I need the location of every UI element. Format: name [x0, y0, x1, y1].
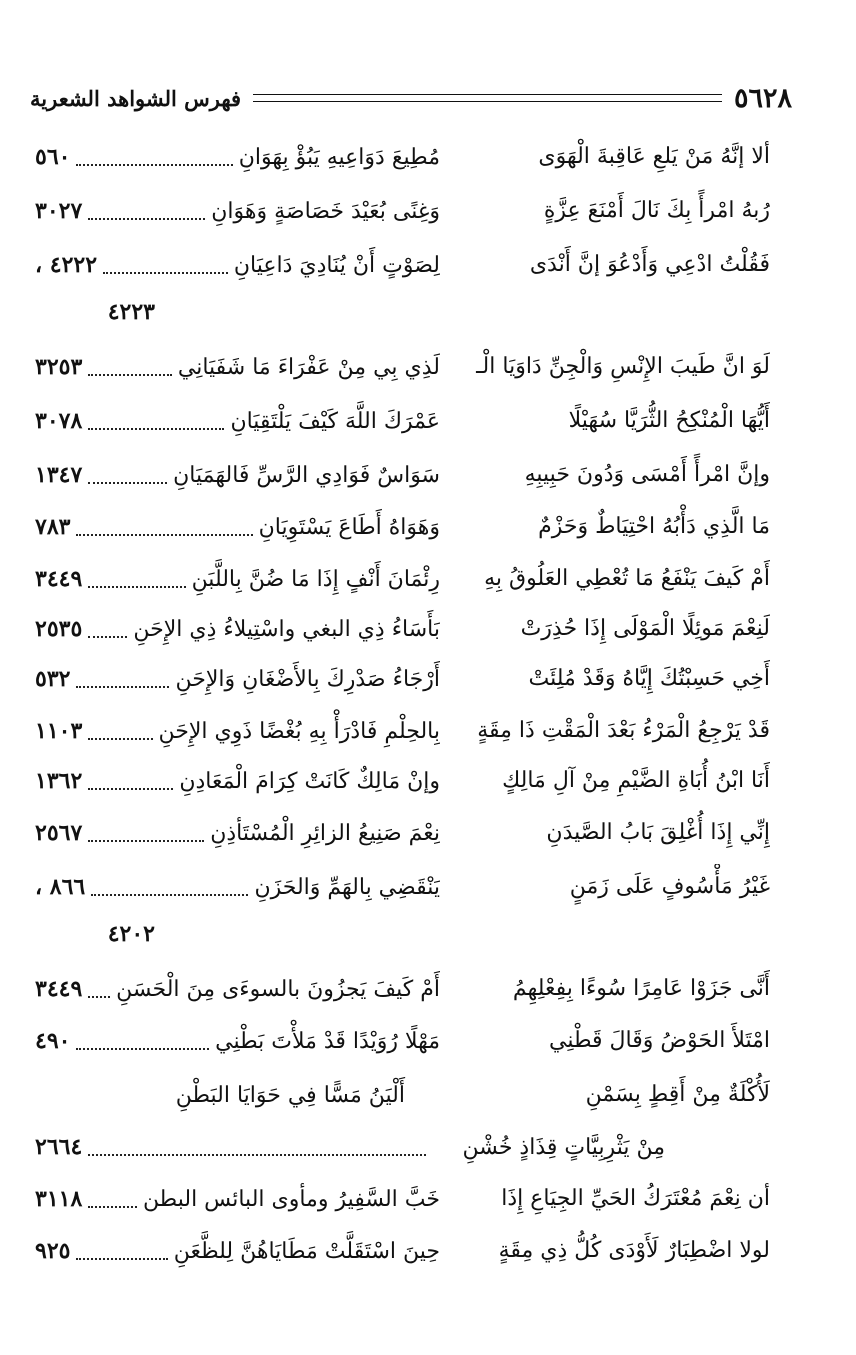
- second-hemistich: مَهْلًا رُوَيْدًا قَدْ مَلأْتَ بَطْنِي: [215, 1028, 440, 1054]
- verse-entry: [0, 708, 856, 754]
- leader-dots: [88, 428, 224, 430]
- second-hemistich: وَهَوَاهُ أَطَاعَ يَسْتَوِيَانِ: [258, 514, 440, 540]
- verse-entry: [0, 556, 856, 602]
- verse-entry: [0, 1176, 856, 1222]
- leader-dots: [76, 686, 169, 688]
- leader-dots: [88, 996, 110, 998]
- second-hemistich-line: [35, 606, 440, 652]
- first-hemistich: مِنْ يَثْرِبِيَّاتٍ قِذَاذٍ خُشْنِ: [462, 1134, 665, 1160]
- second-hemistich-line: [35, 1228, 440, 1274]
- second-hemistich: خَبَّ السَّفِيرُ ومأوى البائس البطن: [142, 1186, 440, 1212]
- second-hemistich-line: [35, 452, 440, 498]
- verse-entry: [0, 504, 856, 550]
- second-hemistich-line: [35, 188, 440, 234]
- verse-entry: [0, 344, 856, 390]
- second-hemistich: مُطِيعَ دَوَاعِيهِ يَبُؤْ بِهَوَانِ: [238, 144, 440, 170]
- verse-entry: [0, 188, 856, 234]
- leader-dots: [88, 636, 127, 638]
- second-hemistich: سَوَاسٌ فَوَادِي الرَّسِّ فَالهَمَيَانِ: [173, 462, 440, 488]
- first-hemistich: لَنِعْمَ مَوئِلًا الْمَوْلَى إِذَا حُذِرَتْ: [520, 616, 770, 641]
- leader-dots: [76, 164, 232, 166]
- first-hemistich: أَخِي حَسِبْتُكَ إِيَّاهُ وَقَدْ مُلِئَتْ: [528, 666, 770, 691]
- second-hemistich-line: [35, 1072, 440, 1118]
- first-hemistich: لولا اضْطِبَارٌ لَأَوْدَى كُلُّ ذِي مِقَةٍ: [498, 1238, 770, 1263]
- second-hemistich: وإنْ مَالِكٌ كَانَتْ كِرَامَ الْمَعَادِنِ: [179, 768, 440, 794]
- reference-number: ٣٤٤٩: [35, 566, 83, 592]
- verse-entry: [0, 966, 856, 1012]
- reference-number: ٣٠٢٧: [35, 198, 83, 224]
- leader-dots: [88, 482, 167, 484]
- second-hemistich: لَذِي بِي مِنْ عَفْرَاءَ مَا شَفَيَانِي: [177, 354, 440, 380]
- second-hemistich-line: [35, 134, 440, 180]
- first-hemistich: أَيُّهَا الْمُنْكِحُ الثُّرَيَّا سُهَيْلًا: [568, 408, 770, 433]
- second-hemistich-line: [35, 656, 440, 702]
- verse-entry: [0, 242, 856, 288]
- second-hemistich: بِالحِلْمِ فَادْرَأْ بِهِ بُغْضًا ذَوِي الإِحَنِ: [158, 718, 440, 744]
- reference-number: ٥٦٠: [35, 144, 71, 170]
- first-hemistich: أَنَّى جَزَوْا عَامِرًا سُوءًا بِفِعْلِهِمُ: [512, 976, 770, 1001]
- second-hemistich-line: [35, 1018, 440, 1064]
- first-hemistich: غَيْرُ مَأْسُوفٍ عَلَى زَمَنٍ: [569, 874, 770, 899]
- first-hemistich: مَا الَّذِي دَأْبُهُ احْتِيَاطٌ وَحَزْمٌ: [538, 514, 770, 539]
- first-hemistich: أَنَا ابْنُ أُبَاةِ الضَّيْمِ مِنْ آلِ مَالِكٍ: [502, 768, 770, 793]
- verse-entry: [0, 398, 856, 444]
- reference-number: ١٣٦٢: [35, 768, 83, 794]
- reference-continuation: ٤٢٢٣: [107, 299, 155, 325]
- verse-entry: [0, 1228, 856, 1274]
- verse-continuation-line: [35, 1124, 665, 1170]
- reference-number: ١٣٤٧: [35, 462, 83, 488]
- reference-number: ١١٠٣: [35, 718, 83, 744]
- verse-entry: [0, 606, 856, 652]
- verse-entry: [0, 656, 856, 702]
- verse-entry: [0, 810, 856, 856]
- reference-number: ٨٦٦ ،: [35, 874, 86, 900]
- reference-number: ٧٨٣: [35, 514, 71, 540]
- reference-number: ٩٢٥: [35, 1238, 71, 1264]
- reference-number: ٢٥٦٧: [35, 820, 83, 846]
- verse-entry: [0, 452, 856, 498]
- first-hemistich: وإنَّ امْرأً أَمْسَى وَدُونَ حَبِيبِهِ: [524, 462, 770, 487]
- second-hemistich: أَرْجَاءُ صَدْرِكَ بِالأَضْغَانِ وَالإِحَنِ: [175, 666, 440, 692]
- second-hemistich: أَلْيَنُ مَسًّا فِي حَوَايَا البَطْنِ: [175, 1082, 405, 1108]
- first-hemistich: رُبهُ امْرأً بِكَ نَالَ أَمْنَعَ عِزَّةٍ: [543, 198, 770, 223]
- reference-number: ٢٥٣٥: [35, 616, 83, 642]
- reference-number: ٤٩٠: [35, 1028, 71, 1054]
- second-hemistich-line: [35, 398, 440, 444]
- second-hemistich: أَمْ كَيفَ يَجزُونَ بالسوءَى مِنَ الْحَسَنِ: [116, 976, 440, 1002]
- reference-number: ٢٦٦٤: [35, 1134, 83, 1160]
- reference-number: ٣٠٧٨: [35, 408, 83, 434]
- second-hemistich: رِئْمَانَ أَنْفٍ إِذَا مَا ضُنَّ بِاللَّبَنِ: [191, 566, 440, 592]
- verse-entry: [0, 758, 856, 804]
- second-hemistich: يَنْقَضِي بِالهَمِّ وَالحَزَنِ: [254, 874, 440, 900]
- leader-dots: [88, 218, 205, 220]
- second-hemistich: حِينَ اسْتَقَلَّتْ مَطَايَاهُنَّ لِلظَّعَنِ: [173, 1238, 440, 1264]
- second-hemistich-line: [35, 864, 440, 910]
- first-hemistich: أَمْ كَيفَ يَنْفَعُ مَا تُعْطِي العَلُوقُ بِهِ: [484, 566, 770, 591]
- second-hemistich-line: [35, 504, 440, 550]
- reference-number: ٤٢٢٢ ،: [35, 252, 98, 278]
- second-hemistich-line: [35, 966, 440, 1012]
- second-hemistich: بَأَسَاءُ ذِي البغي واسْتِيلاءُ ذِي الإِحَنِ: [133, 616, 440, 642]
- verse-entry: [0, 1018, 856, 1064]
- leader-dots: [76, 1048, 209, 1050]
- first-hemistich: امْتَلأَ الحَوْضُ وَقَالَ قَطْنِي: [549, 1028, 770, 1053]
- reference-continuation: ٤٢٠٢: [107, 921, 155, 947]
- leader-dots: [88, 1154, 426, 1156]
- leader-dots: [88, 374, 172, 376]
- first-hemistich: لَوَ انَّ طَيبَ الإِنْسِ وَالْجِنِّ دَاوَيَا الْـ: [476, 354, 770, 379]
- second-hemistich-line: [35, 810, 440, 856]
- first-hemistich: لَأُكْلَةٌ مِنْ أَقِطٍ بِسَمْنِ: [585, 1082, 770, 1107]
- reference-number: ٥٣٢: [35, 666, 71, 692]
- second-hemistich: نِعْمَ صَنِيعُ الزائِرِ الْمُسْتَأذِنِ: [210, 820, 440, 846]
- reference-number: ٣١١٨: [35, 1186, 83, 1212]
- leader-dots: [88, 788, 173, 790]
- first-hemistich: قَدْ يَرْجِعُ الْمَرْءُ بَعْدَ الْمَقْتِ ذَا مِقَةٍ: [477, 718, 770, 743]
- second-hemistich: وَغِنًى بُعَيْدَ خَصَاصَةٍ وَهَوَانِ: [211, 198, 440, 224]
- running-title: فهرس الشواهد الشعرية: [30, 85, 242, 111]
- leader-dots: [88, 1206, 137, 1208]
- leader-dots: [88, 840, 204, 842]
- first-hemistich: ألا إنَّهُ مَنْ يَلعِ عَاقِبةَ الْهَوَى: [538, 144, 770, 169]
- verse-entry: [0, 134, 856, 180]
- second-hemistich: لِصَوْتٍ أَنْ يُنَادِيَ دَاعِيَانِ: [233, 252, 440, 278]
- second-hemistich-line: [35, 344, 440, 390]
- leader-dots: [76, 1258, 167, 1260]
- leader-dots: [76, 534, 252, 536]
- leader-dots: [91, 894, 248, 896]
- verse-entry: [0, 864, 856, 910]
- verse-entry: [0, 1072, 856, 1118]
- second-hemistich-line: [35, 1176, 440, 1222]
- first-hemistich: فَقُلْتُ ادْعِي وَأَدْعُوَ إنَّ أَنْدَى: [529, 252, 770, 277]
- second-hemistich-line: [35, 242, 440, 288]
- first-hemistich: إِنِّي إِذَا أُغْلِقَ بَابُ الصَّيدَنِ: [546, 820, 770, 845]
- reference-number: ٣٢٥٣: [35, 354, 83, 380]
- first-hemistich: أن نِعْمَ مُعْتَرَكُ الحَيِّ الجِيَاعِ إِذَا: [501, 1186, 770, 1211]
- reference-number: ٣٤٤٩: [35, 976, 83, 1002]
- second-hemistich-line: [35, 758, 440, 804]
- leader-dots: [88, 586, 185, 588]
- leader-dots: [103, 272, 228, 274]
- leader-dots: [88, 738, 152, 740]
- second-hemistich-line: [35, 556, 440, 602]
- second-hemistich-line: [35, 708, 440, 754]
- second-hemistich: عَمْرَكَ اللَّهَ كَيْفَ يَلْتَقِيَانِ: [230, 408, 440, 434]
- page-number: ٥٦٢٨: [733, 82, 792, 114]
